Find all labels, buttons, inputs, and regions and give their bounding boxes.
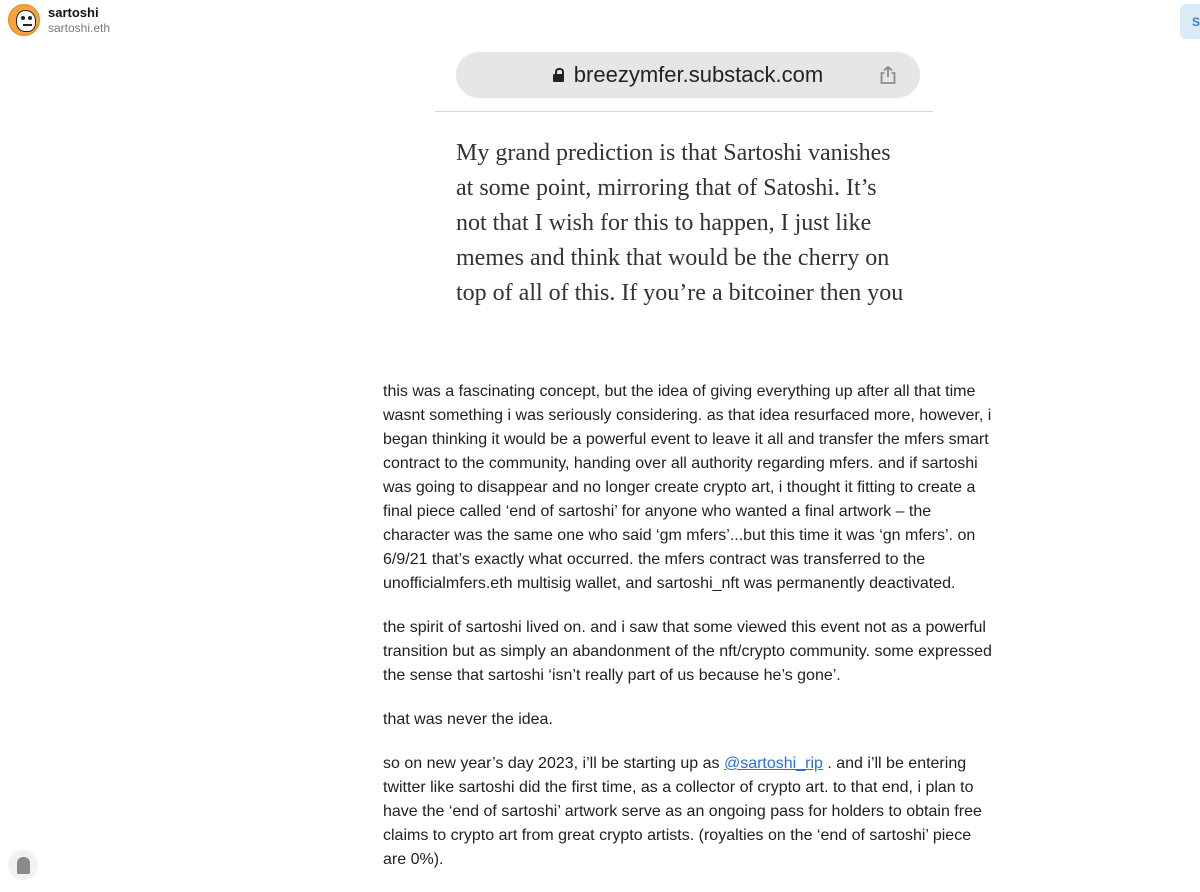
text-line: character was the same one who said ‘gm mfers’...but this time it was ‘gn mfers’. on	[383, 527, 976, 544]
url-text: breezymfer.substack.com	[573, 62, 824, 87]
quote-line: top of all of this. If you’re a bitcoiner then you	[456, 280, 904, 306]
text-line: twitter like sartoshi did the first time, as a collector of crypto art. to that end, i plan to	[383, 779, 974, 796]
text-segment: . and i’ll be entering	[822, 755, 967, 772]
cursor-icon	[17, 857, 30, 874]
share-icon	[878, 65, 898, 85]
author-header[interactable]	[8, 4, 110, 36]
embedded-screenshot	[435, 40, 933, 320]
avatar[interactable]	[8, 4, 40, 36]
text-line: this was a fascinating concept, but the idea of giving everything up after all that time	[383, 383, 976, 400]
text-line: transition but as simply an abandonment of the nft/crypto community. some expressed	[383, 643, 992, 660]
author-text	[48, 5, 110, 35]
text-line: was going to disappear and no longer create crypto art, i thought it fitting to create a	[383, 479, 976, 496]
text-line: contract to the community, handing over all authority regarding mfers. and if sartoshi	[383, 455, 978, 472]
quote-text	[456, 136, 926, 311]
divider	[435, 111, 933, 112]
text-line: claims to crypto art from great crypto artists. (royalties on the ‘end of sartoshi’ piece	[383, 827, 972, 844]
mention-link[interactable]: @sartoshi_rip	[723, 755, 823, 772]
article-body	[383, 380, 992, 892]
paragraph-4	[383, 752, 983, 872]
text-line: began thinking it would be a powerful event to leave it all and transfer the mfers smart	[383, 431, 989, 448]
avatar-eye-right	[28, 16, 32, 20]
text-line: the spirit of sartoshi lived on. and i saw that some viewed this event not as a powerful	[383, 619, 986, 636]
avatar-face	[16, 10, 36, 32]
text-line: 6/9/21 that’s exactly what occurred. the mfers contract was transferred to the	[383, 551, 926, 568]
author-handle[interactable]: sartoshi.eth	[48, 20, 111, 35]
paragraph-2	[383, 616, 992, 688]
author-name[interactable]: sartoshi	[48, 5, 99, 20]
avatar-mouth	[23, 24, 32, 26]
quote-line: memes and think that would be the cherry on	[456, 245, 890, 271]
lock-icon	[553, 68, 564, 82]
text-line: are 0%).	[383, 851, 444, 868]
text-line: unofficialmfers.eth multisig wallet, and sartoshi_nft was permanently deactivated.	[383, 575, 956, 592]
text-line	[383, 752, 983, 776]
floating-action-fragment[interactable]	[8, 850, 38, 880]
text-line: final piece called ‘end of sartoshi’ for anyone who wanted a final artwork – the	[383, 503, 932, 520]
quote-line: not that I wish for this to happen, I just like	[456, 210, 872, 236]
quote-line: My grand prediction is that Sartoshi vanishes	[456, 140, 891, 166]
quote-line: at some point, mirroring that of Satoshi. It’s	[456, 175, 877, 201]
text-segment: so on new year’s day 2023, i’ll be starting up as	[383, 755, 724, 772]
text-line: have the ‘end of sartoshi’ artwork serve as an ongoing pass for holders to obtain free	[383, 803, 982, 820]
text-line: the sense that sartoshi ‘isn’t really part of us because he’s gone’.	[383, 667, 841, 684]
avatar-eye-left	[21, 16, 25, 20]
paragraph-3: that was never the idea.	[383, 711, 553, 728]
text-line: wasnt something i was seriously considering. as that idea resurfaced more, however, i	[383, 407, 992, 424]
paragraph-1	[383, 380, 992, 596]
subscribe-button-fragment[interactable]: S	[1180, 4, 1200, 39]
url-bar	[456, 52, 920, 98]
